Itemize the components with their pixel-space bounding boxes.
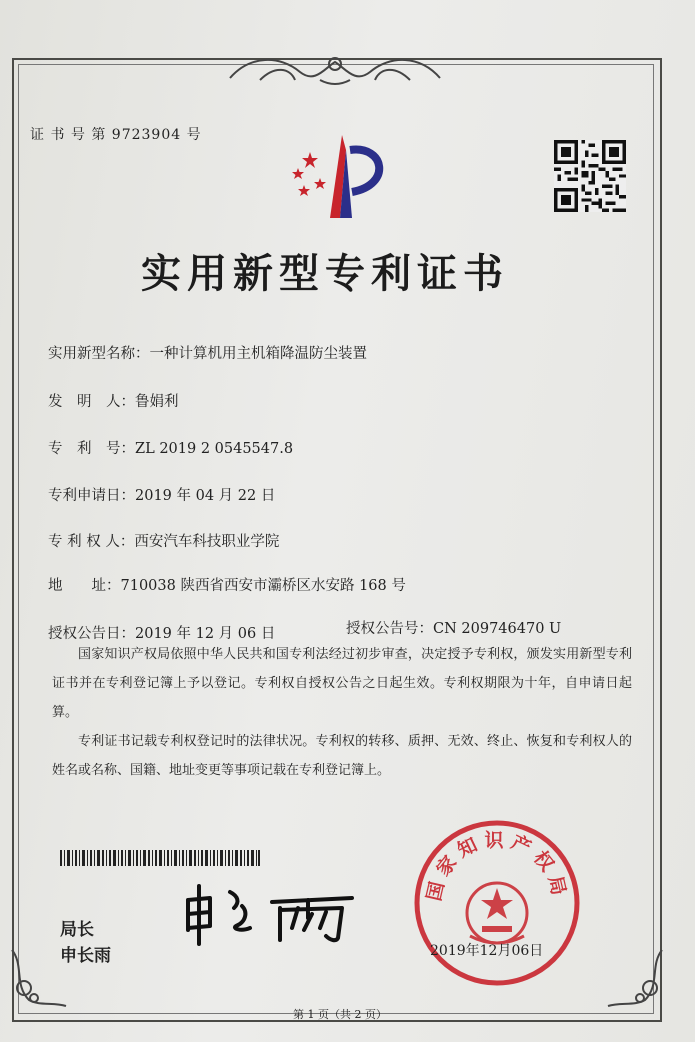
signature-icon (180, 878, 360, 948)
field-value: 鲁娟利 (135, 394, 179, 410)
official-seal-icon (412, 818, 582, 988)
field-label: 实用新型名称： (48, 346, 150, 362)
director-name: 申长雨 (60, 946, 111, 966)
field-label: 地 址： (48, 578, 121, 594)
field-value: 一种计算机用主机箱降温防尘装置 (149, 346, 367, 362)
field-value: ZL 2019 2 0545547.8 (135, 441, 294, 457)
field-label: 专利申请日： (48, 488, 135, 504)
field-value: CN 209746470 U (433, 621, 562, 637)
barcode-icon (60, 850, 260, 866)
director-title: 局长 (60, 920, 94, 940)
certificate-number: 证 书 号 第 9723904 号 (30, 127, 202, 143)
top-ornament-icon (220, 50, 450, 90)
corner-ornament-icon (600, 940, 670, 1010)
field-patentee (48, 530, 279, 551)
field-value: 西安汽车科技职业学院 (134, 534, 280, 550)
field-utility-model-name (48, 342, 367, 363)
field-inventor (48, 390, 179, 411)
page-number: 第 1 页（共 2 页） (293, 1008, 387, 1021)
field-value: 2019 年 12 月 06 日 (135, 626, 276, 642)
seal-date: 2019年12月06日 (430, 943, 544, 959)
certificate-title: 实用新型专利证书 (141, 250, 509, 297)
field-grant-number (346, 617, 561, 638)
field-value: 2019 年 04 月 22 日 (135, 488, 276, 504)
field-label: 专 利 号： (48, 441, 135, 457)
field-patent-number (48, 437, 293, 458)
seal-text: 国家知识产权局 (423, 829, 571, 904)
body-paragraph-1: 国家知识产权局依照中华人民共和国专利法经过初步审查，决定授予专利权，颁发实用新型专利证书并在专利登记簿上予以登记。专利权自授权公告之日起生效。专利权期限为十年，自申请日起算。 (52, 647, 632, 720)
field-label: 专 利 权 人： (48, 534, 135, 550)
field-label: 授权公告号： (346, 621, 433, 637)
field-value: 710038 陕西省西安市灞桥区水安路 168 号 (120, 578, 406, 594)
field-label: 发 明 人： (48, 394, 135, 410)
field-address (48, 574, 406, 595)
cnipa-logo-icon (280, 130, 395, 225)
body-paragraph-2: 专利证书记载专利权登记时的法律状况。专利权的转移、质押、无效、终止、恢复和专利权人的姓名或名称、国籍、地址变更等事项记载在专利登记簿上。 (52, 734, 632, 778)
field-label: 授权公告日： (48, 626, 135, 642)
field-filing-date (48, 484, 275, 505)
qr-code-icon (554, 140, 626, 212)
